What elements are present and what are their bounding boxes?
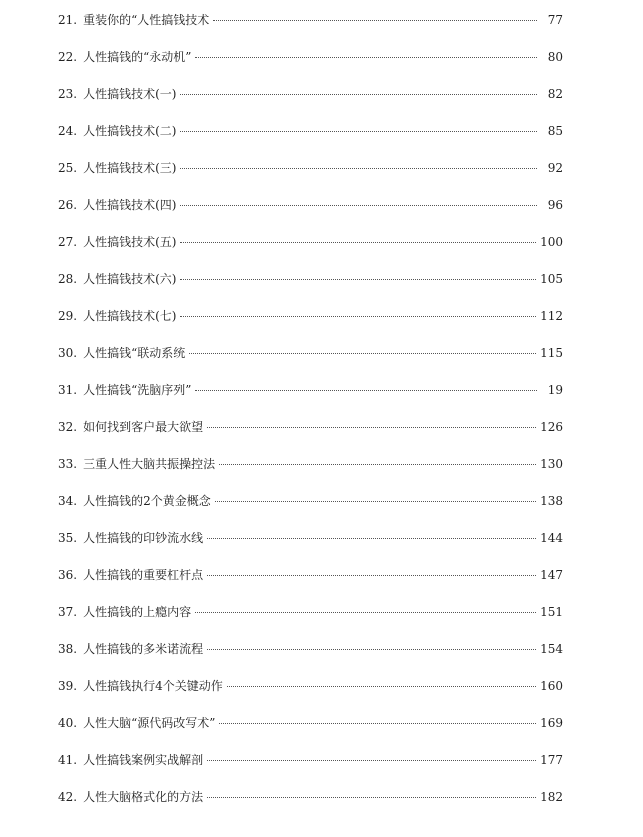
toc-entry-title: 人性搞钱的上瘾内容 [83, 605, 192, 619]
dot-leader [180, 168, 537, 169]
toc-entry[interactable] [58, 123, 563, 160]
toc-entry[interactable] [58, 382, 563, 419]
dot-leader [195, 57, 537, 58]
dot-leader [180, 131, 537, 132]
toc-entry-number: 28. [58, 272, 78, 286]
toc-entry-number: 37. [58, 605, 78, 619]
toc-entry-title: 人性搞钱的“永动机” [83, 50, 192, 64]
dot-leader [180, 316, 536, 317]
toc-entry-page-number: 92 [547, 161, 563, 175]
toc-entry[interactable] [58, 456, 563, 493]
toc-entry-number: 29. [58, 309, 78, 323]
toc-entry[interactable] [58, 789, 563, 826]
toc-entry[interactable] [58, 345, 563, 382]
toc-entry-page-number: 182 [540, 790, 563, 804]
toc-entry[interactable] [58, 12, 563, 49]
toc-entry[interactable] [58, 234, 563, 271]
toc-entry-number: 30. [58, 346, 78, 360]
toc-entry-page-number: 105 [540, 272, 563, 286]
toc-entry[interactable] [58, 715, 563, 752]
toc-entry[interactable] [58, 604, 563, 641]
toc-entry-number: 41. [58, 753, 78, 767]
toc-entry-title: 如何找到客户最大欲望 [83, 420, 204, 434]
toc-entry[interactable] [58, 530, 563, 567]
dot-leader [207, 538, 536, 539]
toc-entry-number: 33. [58, 457, 78, 471]
toc-entry-title: 人性大脑“源代码改写术” [83, 716, 216, 730]
dot-leader [180, 279, 536, 280]
toc-entry-title: 人性搞钱执行4个关键动作 [83, 679, 223, 693]
dot-leader [195, 390, 537, 391]
toc-entry-page-number: 96 [547, 198, 563, 212]
toc-entry-title: 人性搞钱的2个黄金概念 [83, 494, 211, 508]
dot-leader [189, 353, 536, 354]
dot-leader [227, 686, 536, 687]
toc-entry-page-number: 112 [540, 309, 563, 323]
toc-entry[interactable] [58, 160, 563, 197]
dot-leader [207, 797, 536, 798]
toc-entry-number: 25. [58, 161, 78, 175]
toc-entry[interactable] [58, 86, 563, 123]
toc-entry-title: 人性搞钱“洗脑序列” [83, 383, 192, 397]
toc-entry[interactable] [58, 308, 563, 345]
toc-entry-page-number: 138 [540, 494, 563, 508]
toc-entry-number: 38. [58, 642, 78, 656]
toc-entry-page-number: 115 [540, 346, 563, 360]
dot-leader [219, 723, 536, 724]
toc-entry-page-number: 100 [540, 235, 563, 249]
toc-entry-number: 34. [58, 494, 78, 508]
toc-entry-page-number: 80 [547, 50, 563, 64]
toc-entry-number: 31. [58, 383, 78, 397]
dot-leader [207, 427, 536, 428]
toc-entry-title: 人性搞钱的印钞流水线 [83, 531, 204, 545]
toc-entry-page-number: 19 [547, 383, 563, 397]
toc-entry[interactable] [58, 493, 563, 530]
dot-leader [180, 94, 537, 95]
toc-entry-number: 21. [58, 13, 78, 27]
toc-entry-page-number: 130 [540, 457, 563, 471]
toc-entry-title: 人性搞钱技术(一) [83, 87, 177, 101]
table-of-contents [58, 12, 563, 826]
toc-entry-page-number: 169 [540, 716, 563, 730]
toc-entry-page-number: 82 [547, 87, 563, 101]
dot-leader [213, 20, 537, 21]
toc-entry-title: 人性大脑格式化的方法 [83, 790, 204, 804]
toc-entry-number: 26. [58, 198, 78, 212]
dot-leader [195, 612, 536, 613]
toc-entry-number: 27. [58, 235, 78, 249]
toc-entry-page-number: 85 [547, 124, 563, 138]
toc-entry-title: 三重人性大脑共振操控法 [83, 457, 216, 471]
toc-entry-title: 人性搞钱技术(七) [83, 309, 177, 323]
toc-entry[interactable] [58, 567, 563, 604]
toc-entry-number: 32. [58, 420, 78, 434]
toc-entry-number: 23. [58, 87, 78, 101]
toc-entry-title: 人性搞钱技术(五) [83, 235, 177, 249]
toc-entry-title: 人性搞钱技术(三) [83, 161, 177, 175]
dot-leader [207, 649, 536, 650]
dot-leader [219, 464, 536, 465]
dot-leader [180, 205, 537, 206]
toc-entry-title: 人性搞钱技术(四) [83, 198, 177, 212]
toc-entry-page-number: 126 [540, 420, 563, 434]
dot-leader [215, 501, 536, 502]
toc-entry[interactable] [58, 49, 563, 86]
toc-entry[interactable] [58, 678, 563, 715]
dot-leader [180, 242, 536, 243]
toc-entry[interactable] [58, 641, 563, 678]
toc-entry-page-number: 160 [540, 679, 563, 693]
toc-entry-title: 人性搞钱技术(二) [83, 124, 177, 138]
toc-entry-page-number: 154 [540, 642, 563, 656]
toc-entry-number: 22. [58, 50, 78, 64]
toc-entry-number: 42. [58, 790, 78, 804]
toc-entry-title: 人性搞钱的重要杠杆点 [83, 568, 204, 582]
toc-entry[interactable] [58, 752, 563, 789]
toc-entry-page-number: 144 [540, 531, 563, 545]
toc-entry-title: 人性搞钱的多米诺流程 [83, 642, 204, 656]
dot-leader [207, 760, 536, 761]
toc-entry[interactable] [58, 419, 563, 456]
toc-entry-page-number: 151 [540, 605, 563, 619]
dot-leader [207, 575, 536, 576]
toc-entry-page-number: 147 [540, 568, 563, 582]
toc-entry-page-number: 177 [540, 753, 563, 767]
toc-entry-number: 40. [58, 716, 78, 730]
toc-entry-number: 39. [58, 679, 78, 693]
toc-entry-number: 24. [58, 124, 78, 138]
toc-entry-number: 36. [58, 568, 78, 582]
toc-entry-title: 人性搞钱技术(六) [83, 272, 177, 286]
toc-entry[interactable] [58, 271, 563, 308]
toc-entry-title: 重装你的“人性搞钱技术 [83, 13, 210, 27]
toc-entry-page-number: 77 [547, 13, 563, 27]
toc-entry[interactable] [58, 197, 563, 234]
toc-entry-title: 人性搞钱案例实战解剖 [83, 753, 204, 767]
toc-entry-title: 人性搞钱“联动系统 [83, 346, 186, 360]
toc-entry-number: 35. [58, 531, 78, 545]
